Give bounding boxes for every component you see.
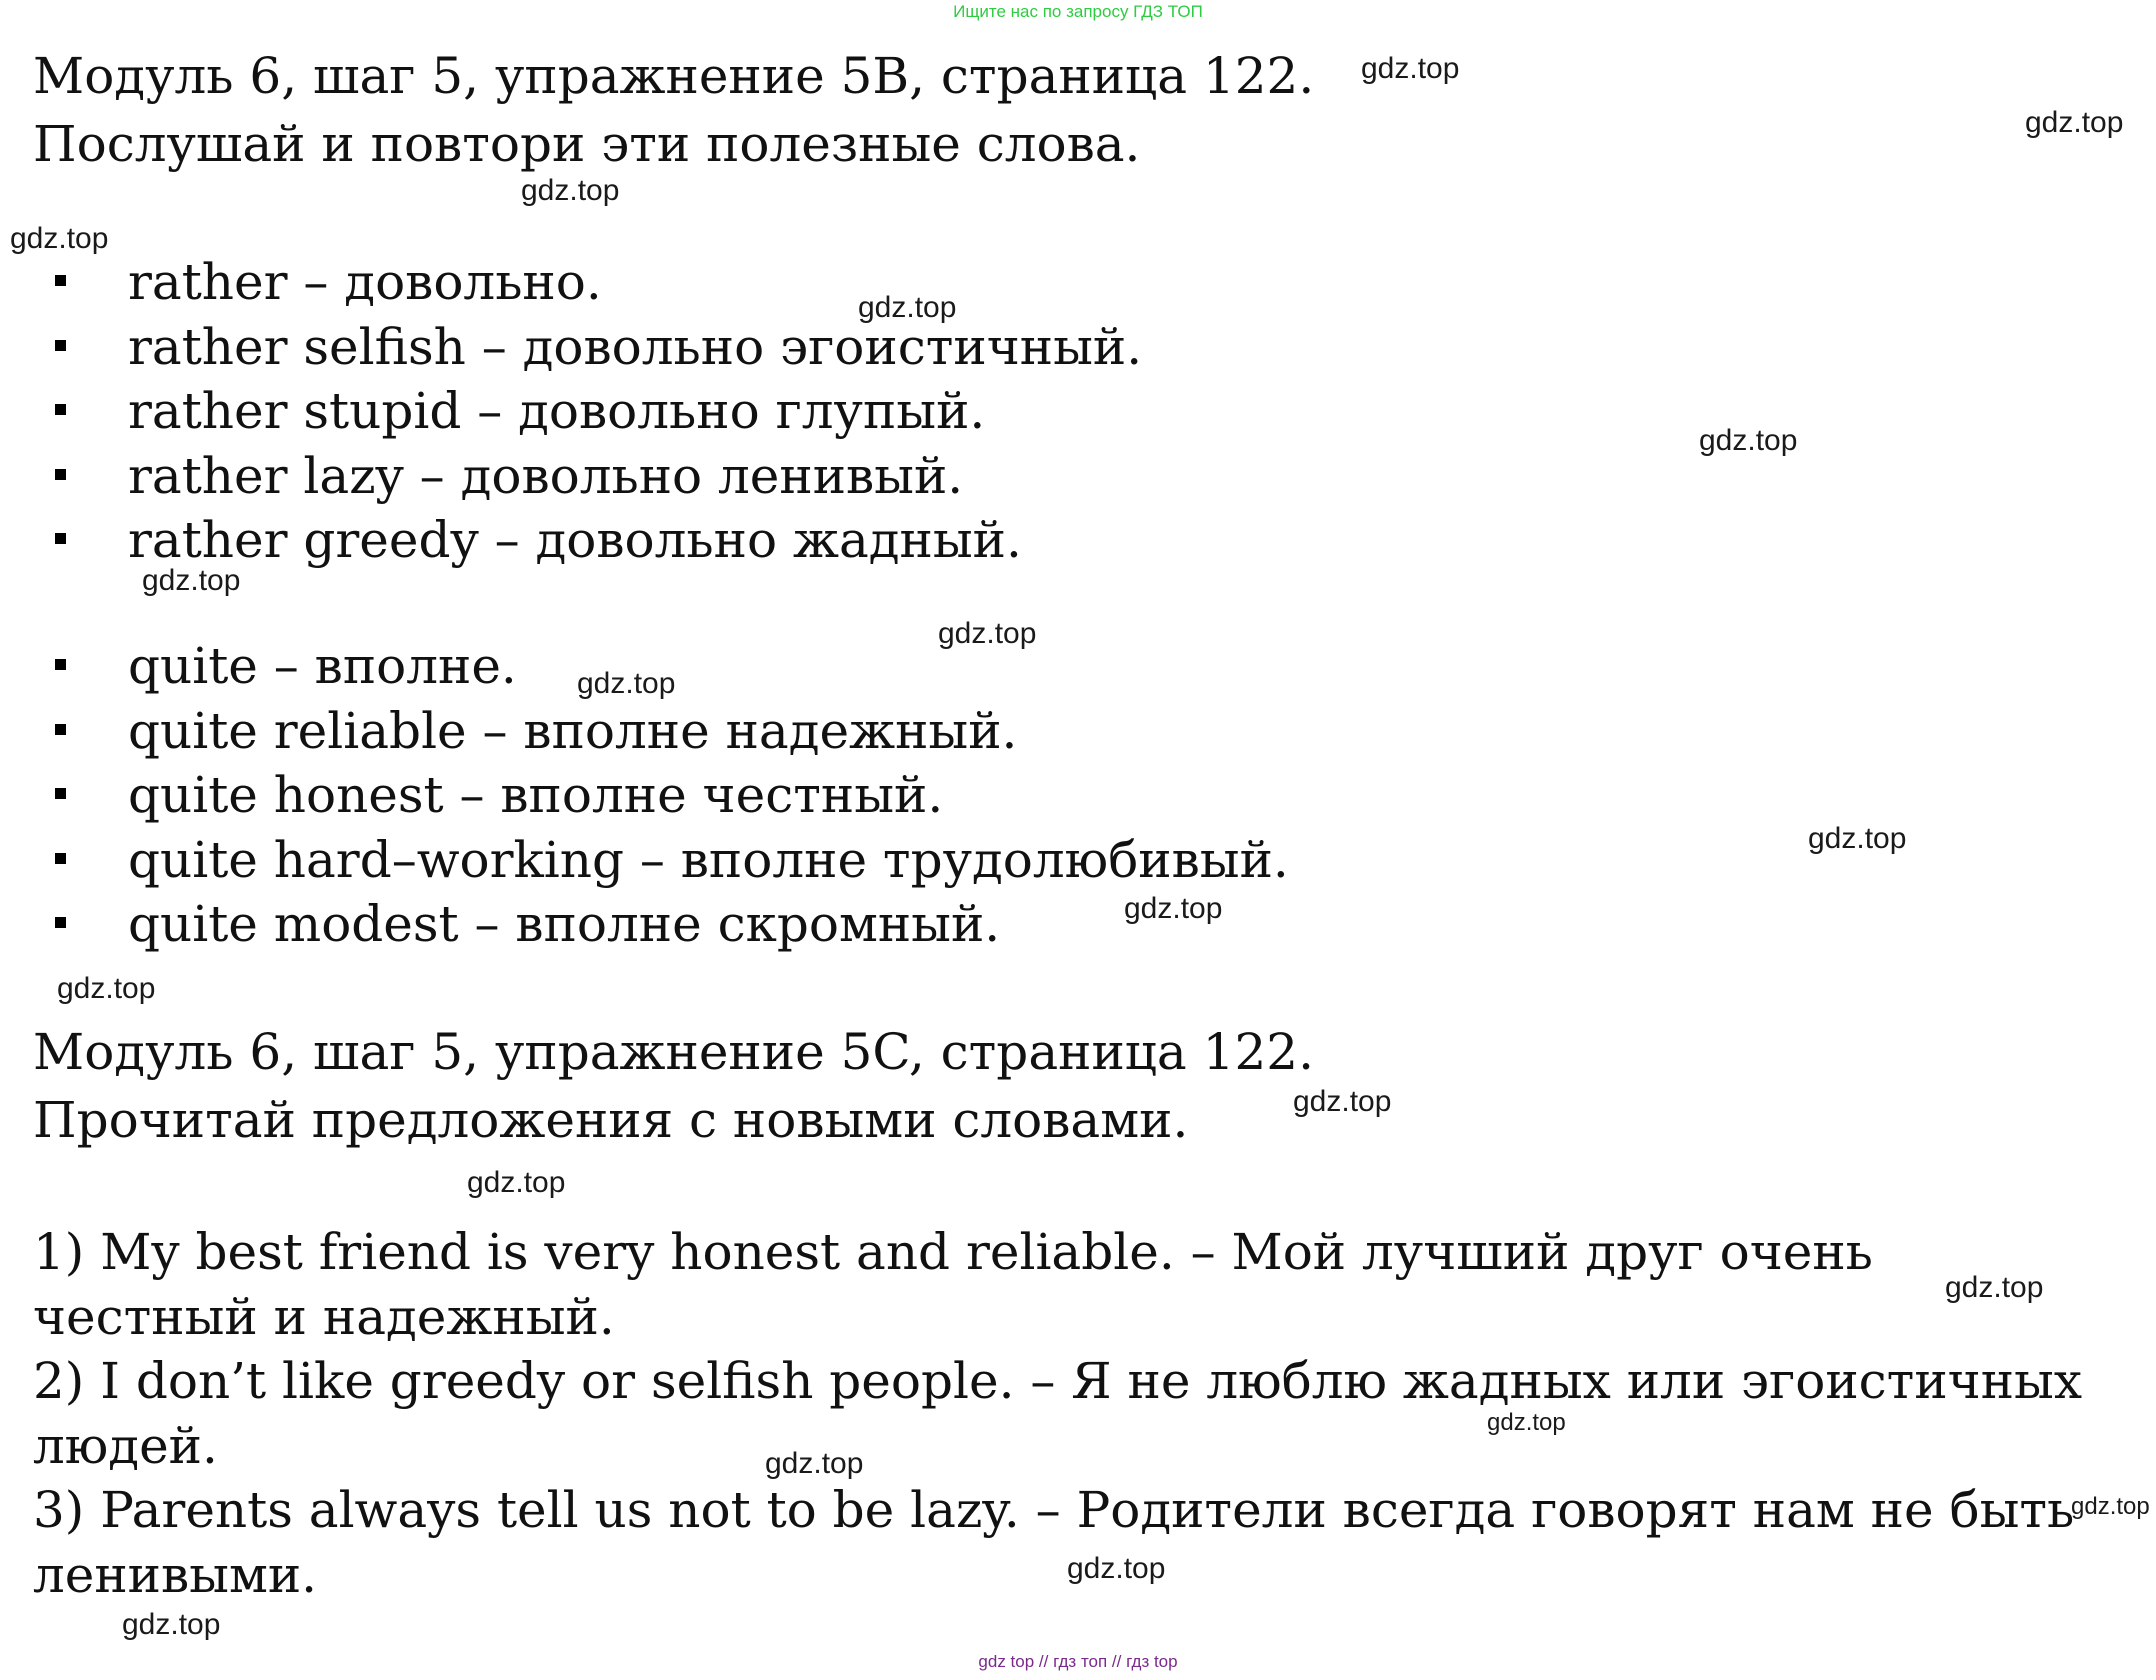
bullet-icon	[55, 404, 66, 415]
watermark: gdz.top	[57, 972, 156, 1005]
watermark: gdz.top	[122, 1608, 221, 1641]
top-banner: Ищите нас по запросу ГДЗ ТОП	[953, 2, 1203, 21]
sentence-list	[33, 1220, 2113, 1607]
sentence-item: 3) Parents always tell us not to be lazy. – Родители всегда говорят нам не быть ленивыми.	[33, 1481, 2075, 1604]
watermark: gdz.top	[467, 1166, 566, 1199]
watermark: gdz.top	[1808, 822, 1907, 855]
watermark: gdz.top	[1487, 1409, 1566, 1436]
bullet-icon	[55, 659, 66, 670]
bullet-icon	[55, 340, 66, 351]
document-page: Ищите нас по запросу ГДЗ ТОП Модуль 6, шаг 5, упражнение 5B, страница 122. Послушай и повтори эти полезные слова. rather – довольно. rather selfish – довольно эгоистичный. rather stupid – довольно глупый. rather lazy – довольно ленивый. rather greedy – довольно жадный. quite – вполне. quite reliable – вполне надежный. quite honest – вполне честный. quite hard–working – вполне трудолюбивый. quite modest – вполне скромный. Модуль 6, шаг 5, упражнение 5C, страница 122. Прочитай предложения с новыми словами. 1) My best friend is very honest and reliable. – Мой лучший друг очень честный и надежный. 2) I don’t like greedy or selfish people. – Я не люблю жадных или эгоистичных людей. 3) Parents always tell us not to be lazy. – Родители всегда говорят нам не быть ленивыми. gdz.top gdz.top gdz.top gdz.top gdz.top gdz.top gdz.top gdz.top gdz.top gdz.top gdz.top gdz.top gdz.top gdz.top gdz.top gdz.top gdz.top gdz.top gdz.top gdz.top gdz top // гдз топ // гдз top	[0, 0, 2156, 1680]
section-5b-instruction: Послушай и повтори эти полезные слова.	[33, 115, 1141, 173]
section-5c-title: Модуль 6, шаг 5, упражнение 5C, страница 122.	[33, 1023, 1314, 1081]
watermark: gdz.top	[1361, 52, 1460, 85]
watermark: gdz.top	[577, 667, 676, 700]
sentence-item: 1) My best friend is very honest and reliable. – Мой лучший друг очень честный и надежный.	[33, 1223, 1873, 1346]
bullet-icon	[55, 469, 66, 480]
watermark: gdz.top	[1067, 1552, 1166, 1585]
section-5b-title: Модуль 6, шаг 5, упражнение 5B, страница 122.	[33, 47, 1315, 105]
watermark: gdz.top	[1699, 424, 1798, 457]
bullet-icon	[55, 853, 66, 864]
watermark: gdz.top	[142, 564, 241, 597]
footer: gdz top // гдз топ // гдз top	[978, 1652, 1178, 1671]
bullet-icon	[55, 917, 66, 928]
watermark: gdz.top	[938, 617, 1037, 650]
section-5c-instruction: Прочитай предложения с новыми словами.	[33, 1091, 1189, 1149]
watermark: gdz.top	[858, 291, 957, 324]
watermark: gdz.top	[2071, 1493, 2150, 1520]
watermark: gdz.top	[2025, 106, 2124, 139]
watermark: gdz.top	[1945, 1271, 2044, 1304]
watermark: gdz.top	[10, 222, 109, 255]
bullet-icon	[55, 788, 66, 799]
watermark: gdz.top	[521, 174, 620, 207]
bullet-icon	[55, 724, 66, 735]
watermark: gdz.top	[1293, 1085, 1392, 1118]
sentence-item: 2) I don’t like greedy or selfish people. – Я не люблю жадных или эгоистичных людей.	[33, 1352, 2083, 1475]
bullet-icon	[55, 533, 66, 544]
bullet-icon	[55, 275, 66, 286]
watermark: gdz.top	[765, 1447, 864, 1480]
watermark: gdz.top	[1124, 892, 1223, 925]
